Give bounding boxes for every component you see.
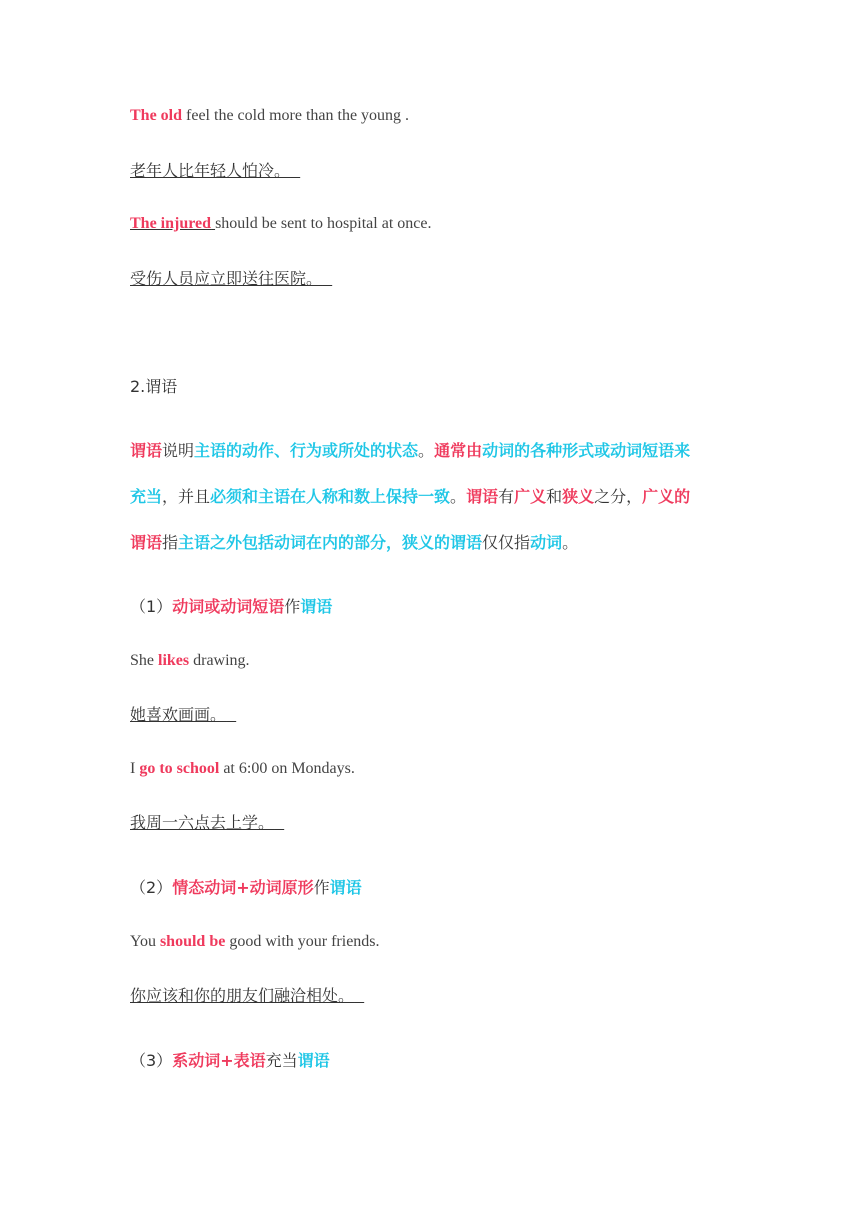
highlight-red: 狭义 [562,487,595,506]
highlight-cyan: 必须和主语在人称和数上保持一致 [210,487,451,506]
highlight-cyan: 动词 [530,533,563,552]
translation-2 [130,269,332,288]
example-sentence-1 [130,106,409,125]
translation-4 [130,813,284,832]
definition-paragraph [130,428,735,566]
translation-text: 老年人比年轻人怕冷。 [130,161,291,180]
highlight-text: The injured [130,215,212,232]
sentence-text: good with your friends. [225,933,380,950]
plain-text: 作 [313,878,330,897]
sentence-text: at 6:00 on Mondays. [219,760,355,777]
plain-text: 充当 [265,1051,298,1070]
example-sentence-3 [130,651,250,670]
paragraph-line-2 [130,474,735,520]
highlight-red: 通常由 [434,441,483,460]
translation-text: 她喜欢画画。 [130,705,227,724]
highlight-cyan: 谓语 [329,878,362,897]
plain-text: 。 [562,533,579,552]
plain-text: 。 [450,487,467,506]
plain-text: 指 [162,533,179,552]
highlight: likes [158,652,190,669]
highlight: go to school [139,760,220,777]
highlight-cyan: 主语的动作、行为或所处的状态 [194,441,419,460]
subheading-1 [130,597,332,616]
highlight-cyan: 谓语 [300,597,333,616]
highlight: should be [159,933,226,950]
example-sentence-5 [130,932,380,951]
plain-text: 说明 [162,441,195,460]
highlight-red: 广义的 [642,487,691,506]
highlight-red: 动词或动词短语 [172,597,285,616]
term-predicate: 谓语 [130,441,163,460]
subheading-number: （3） [130,1051,173,1070]
sentence-text: You [130,933,160,950]
plain-text: 有 [498,487,515,506]
plain-text: ，并且 [162,487,211,506]
paragraph-line-1 [130,428,735,474]
highlight-cyan: 主语之外包括动词在内的部分，狭义的谓语 [178,533,483,552]
sentence-text: feel the cold more than the young . [182,107,410,124]
term-predicate: 谓语 [466,487,499,506]
highlight [130,215,215,232]
plain-text: 和 [546,487,563,506]
plain-text: 仅仅指 [482,533,531,552]
sentence-text: She [130,652,158,669]
translation-text: 我周一六点去上学。 [130,813,275,832]
plain-text: 之分， [594,487,643,506]
subheading-2 [130,878,362,897]
highlight-cyan: 充当 [130,487,163,506]
highlight: The old [130,107,183,124]
subheading-number: （2） [130,878,173,897]
example-sentence-2 [130,214,431,233]
sentence-text: I [130,760,140,777]
translation-text: 受伤人员应立即送往医院。 [130,269,323,288]
sentence-text: should be sent to hospital at once. [215,215,432,232]
sentence-text: drawing. [189,652,250,669]
translation-1 [130,161,300,180]
highlight-cyan: 动词的各种形式或动词短语来 [482,441,691,460]
translation-5 [130,986,364,1005]
plain-text: 。 [418,441,435,460]
subheading-3 [130,1051,330,1070]
translation-3 [130,705,236,724]
translation-text: 你应该和你的朋友们融洽相处。 [130,986,355,1005]
example-sentence-4 [130,759,355,778]
highlight-cyan: 谓语 [297,1051,330,1070]
plain-text: 作 [284,597,301,616]
highlight-red: 广义 [514,487,547,506]
term-predicate: 谓语 [130,533,163,552]
subheading-number: （1） [130,597,173,616]
paragraph-line-3 [130,520,735,566]
highlight-red: 系动词+表语 [172,1051,266,1070]
section-title: 2.谓语 [130,377,178,396]
highlight-red: 情态动词+动词原形 [172,878,314,897]
